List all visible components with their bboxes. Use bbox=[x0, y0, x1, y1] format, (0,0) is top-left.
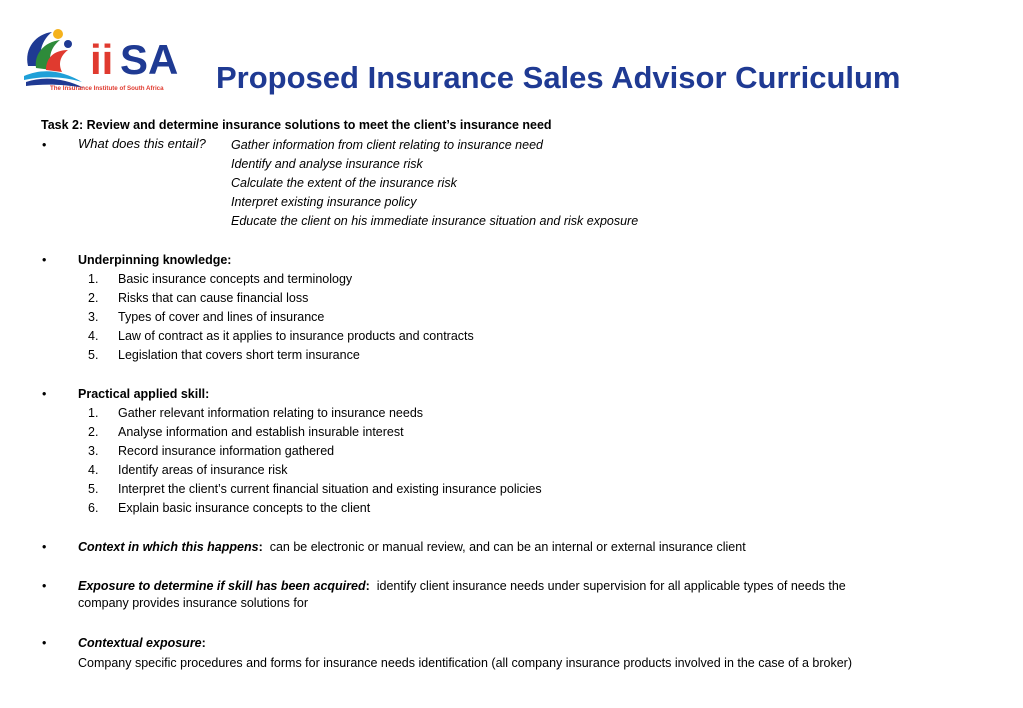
contextual-text: Company specific procedures and forms for insurance needs identification (all company insurance products involved in the case of a broker) bbox=[78, 656, 853, 670]
entail-item: Calculate the extent of the insurance risk bbox=[231, 176, 457, 190]
knowledge-item: Types of cover and lines of insurance bbox=[118, 310, 325, 324]
context-line bbox=[78, 539, 746, 555]
entail-label: What does this entail? bbox=[78, 136, 206, 151]
exposure-text-continued: company provides insurance solutions for bbox=[78, 596, 308, 610]
task-heading: Task 2: Review and determine insurance solutions to meet the client’s insurance need bbox=[41, 118, 552, 132]
list-number: 2. bbox=[88, 291, 99, 305]
skill-item: Record insurance information gathered bbox=[118, 444, 335, 458]
entail-item: Interpret existing insurance policy bbox=[231, 195, 417, 209]
bullet-glyph: • bbox=[42, 387, 47, 401]
context-label: Context in which this happens bbox=[78, 540, 259, 554]
list-number: 4. bbox=[88, 329, 99, 343]
skill-label: Practical applied skill: bbox=[78, 387, 210, 401]
bullet-glyph: • bbox=[42, 138, 47, 152]
exposure-line bbox=[78, 578, 846, 594]
exposure-label: Exposure to determine if skill has been acquired bbox=[78, 579, 366, 593]
knowledge-label: Underpinning knowledge: bbox=[78, 253, 232, 267]
page-title: Proposed Insurance Sales Advisor Curriculum bbox=[216, 60, 901, 95]
skill-item: Interpret the client’s current financial situation and existing insurance policies bbox=[118, 482, 542, 496]
context-text: can be electronic or manual review, and can be an internal or external insurance client bbox=[262, 540, 746, 554]
list-number: 1. bbox=[88, 272, 99, 286]
knowledge-item: Legislation that covers short term insurance bbox=[118, 348, 360, 362]
exposure-colon: : bbox=[365, 579, 370, 593]
entail-item: Gather information from client relating to insurance need bbox=[231, 138, 543, 152]
list-number: 6. bbox=[88, 501, 99, 515]
list-number: 1. bbox=[88, 406, 99, 420]
list-number: 5. bbox=[88, 348, 99, 362]
logo-tagline: The Insurance Institute of South Africa bbox=[50, 85, 164, 92]
entail-item: Educate the client on his immediate insurance situation and risk exposure bbox=[231, 214, 639, 228]
iisa-logo-graphic bbox=[22, 26, 204, 92]
contextual-label: Contextual exposure bbox=[78, 636, 202, 650]
knowledge-item: Basic insurance concepts and terminology bbox=[118, 272, 353, 286]
skill-item: Identify areas of insurance risk bbox=[118, 463, 288, 477]
bullet-glyph: • bbox=[42, 636, 47, 650]
logo-brand-sa: SA bbox=[120, 36, 179, 83]
bullet-glyph: • bbox=[42, 579, 47, 593]
list-number: 5. bbox=[88, 482, 99, 496]
contextual-line bbox=[78, 635, 206, 651]
bullet-glyph: • bbox=[42, 253, 47, 267]
knowledge-item: Risks that can cause financial loss bbox=[118, 291, 309, 305]
iisa-logo bbox=[22, 26, 204, 92]
knowledge-item: Law of contract as it applies to insurance products and contracts bbox=[118, 329, 474, 343]
bullet-glyph: • bbox=[42, 540, 47, 554]
list-number: 4. bbox=[88, 463, 99, 477]
list-number: 3. bbox=[88, 310, 99, 324]
skill-item: Analyse information and establish insurable interest bbox=[118, 425, 404, 439]
contextual-colon: : bbox=[201, 636, 206, 650]
exposure-text: identify client insurance needs under supervision for all applicable types of needs the bbox=[369, 579, 846, 593]
context-colon: : bbox=[258, 540, 263, 554]
list-number: 3. bbox=[88, 444, 99, 458]
skill-item: Gather relevant information relating to insurance needs bbox=[118, 406, 424, 420]
logo-brand-i: ii bbox=[90, 36, 114, 83]
skill-item: Explain basic insurance concepts to the client bbox=[118, 501, 371, 515]
entail-item: Identify and analyse insurance risk bbox=[231, 157, 423, 171]
list-number: 2. bbox=[88, 425, 99, 439]
